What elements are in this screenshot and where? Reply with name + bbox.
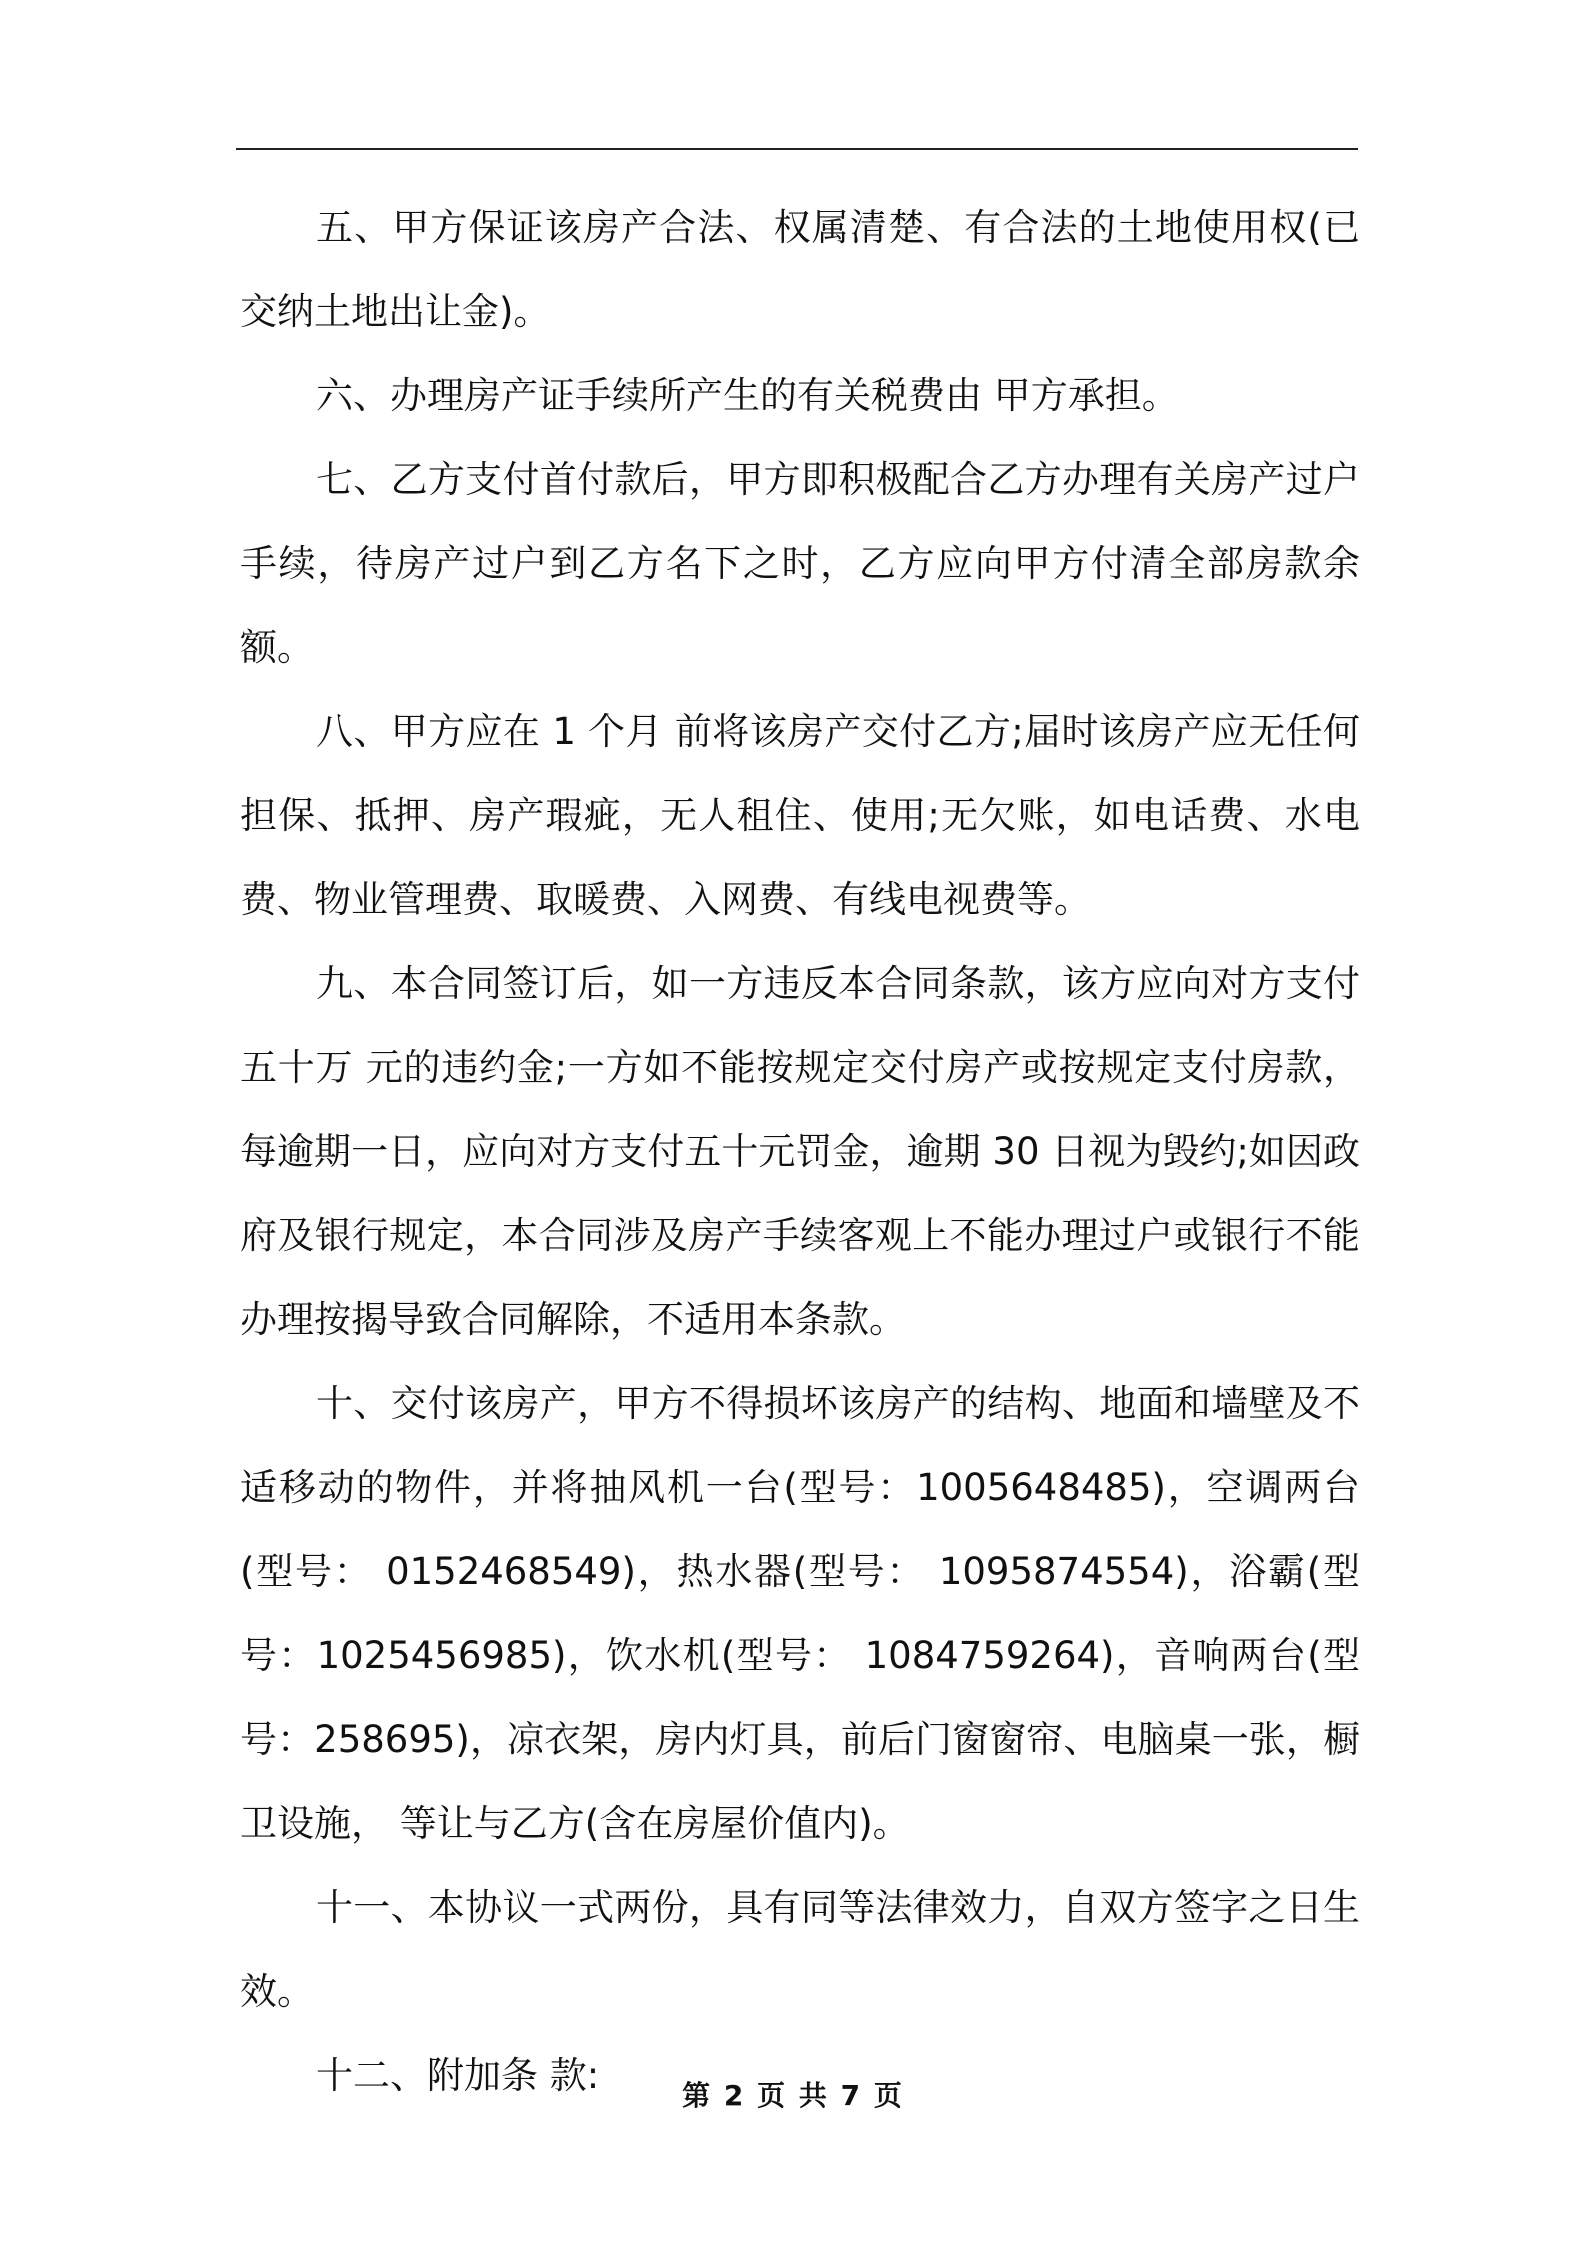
clause-8: 八、甲方应在 1 个月 前将该房产交付乙方;届时该房产应无任何担保、抵押、房产瑕疵，无人租住、使用;无欠账，如电话费、水电费、物业管理费、取暖费、入网费、有线电视费等。: [240, 710, 1360, 921]
clause-10: 十、交付该房产，甲方不得损坏该房产的结构、地面和墙壁及不适移动的物件，并将抽风机一台(型号：1005648485)，空调两台(型号： 0152468549)，热水器(型号： 1095874554)，浴霸(型号：1025456985)，饮水机(型号： 1084759264)，音响两台(型号：258695)，凉衣架，房内灯具，前后门窗窗帘、电脑桌一张，橱卫设施， 等让与乙方(含在房屋价值内)。: [240, 1382, 1360, 1845]
clause-6: 六、办理房产证手续所产生的有关税费由 甲方承担。: [316, 374, 1179, 417]
clause-5: 五、甲方保证该房产合法、权属清楚、有合法的土地使用权(已交纳土地出让金)。: [240, 206, 1360, 333]
header-rule: [236, 148, 1358, 150]
clause-11: 十一、本协议一式两份，具有同等法律效力，自双方签字之日生效。: [240, 1886, 1360, 2013]
clause-9: 九、本合同签订后，如一方违反本合同条款，该方应向对方支付五十万 元的违约金;一方如不能按规定交付房产或按规定支付房款，每逾期一日，应向对方支付五十元罚金，逾期 30 日视为毁约;如因政府及银行规定，本合同涉及房产手续客观上不能办理过户或银行不能办理按揭导致合同解除，不适用本条款。: [240, 962, 1360, 1341]
contract-body: [240, 186, 1360, 2118]
page-number-footer: 第 2 页 共 7 页: [682, 2079, 904, 2112]
clause-7: 七、乙方支付首付款后，甲方即积极配合乙方办理有关房产过户手续，待房产过户到乙方名下之时，乙方应向甲方付清全部房款余额。: [240, 458, 1360, 669]
clause-12: 十二、附加条 款:: [316, 2054, 600, 2097]
